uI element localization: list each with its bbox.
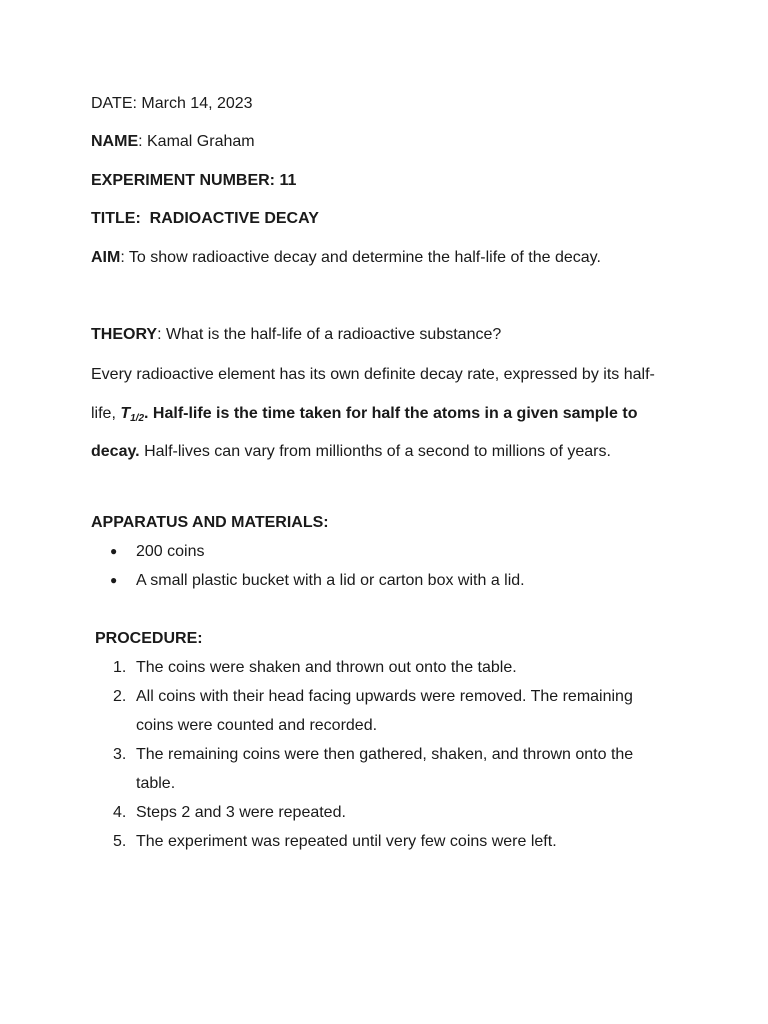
name-value: : Kamal Graham <box>138 133 255 150</box>
experiment-number: EXPERIMENT NUMBER: 11 <box>91 172 297 189</box>
half-life-subscript: 1/2 <box>130 413 145 424</box>
aim-value: : To show radioactive decay and determine the half-life of the decay. <box>120 249 601 266</box>
step-number: 3. <box>113 746 127 763</box>
half-life-definition: . Half-life is the time taken for half the atoms in a given sample to <box>144 405 638 422</box>
half-life-symbol: T <box>120 405 131 422</box>
bullet-icon: ● <box>110 544 118 558</box>
name-line <box>91 132 255 151</box>
step-number: 5. <box>113 833 127 850</box>
theory-line2-start: life, <box>91 405 121 422</box>
name-label: NAME <box>91 133 139 150</box>
apparatus-item-text: 200 coins <box>136 543 205 560</box>
step-number: 1. <box>113 659 127 676</box>
date-line <box>91 94 253 113</box>
step-text: All coins with their head facing upwards were removed. The remaining <box>136 688 633 705</box>
date-value: March 14, 2023 <box>141 95 253 112</box>
title-line <box>91 209 319 228</box>
bullet-icon: ● <box>110 573 118 587</box>
theory-label: THEORY <box>91 326 158 343</box>
step-number: 4. <box>113 804 127 821</box>
step-text: Steps 2 and 3 were repeated. <box>136 804 346 821</box>
theory-paragraph-line-1: Every radioactive element has its own definite decay rate, expressed by its half- <box>91 366 655 383</box>
step-text: The experiment was repeated until very few coins were left. <box>136 833 557 850</box>
apparatus-heading: APPARATUS AND MATERIALS: <box>91 514 329 531</box>
theory-line3-rest: Half-lives can vary from millionths of a second to millions of years. <box>139 443 611 460</box>
title-label: TITLE: <box>91 210 141 227</box>
procedure-heading: PROCEDURE: <box>95 630 203 647</box>
theory-paragraph-line-3 <box>91 442 611 461</box>
step-text: The coins were shaken and thrown out onto the table. <box>136 659 517 676</box>
theory-line <box>91 325 501 344</box>
apparatus-item-text: A small plastic bucket with a lid or carton box with a lid. <box>136 572 525 589</box>
aim-line <box>91 248 601 267</box>
step-text-continued: table. <box>136 775 176 792</box>
step-text: The remaining coins were then gathered, shaken, and thrown onto the <box>136 746 634 763</box>
title-value: RADIOACTIVE DECAY <box>149 210 319 227</box>
theory-question: : What is the half-life of a radioactive substance? <box>157 326 502 343</box>
decay-word: decay. <box>91 443 140 460</box>
date-label: DATE: <box>91 95 137 112</box>
step-number: 2. <box>113 688 127 705</box>
step-text-continued: coins were counted and recorded. <box>136 717 378 734</box>
aim-label: AIM <box>91 249 121 266</box>
theory-paragraph-line-2 <box>91 404 637 425</box>
